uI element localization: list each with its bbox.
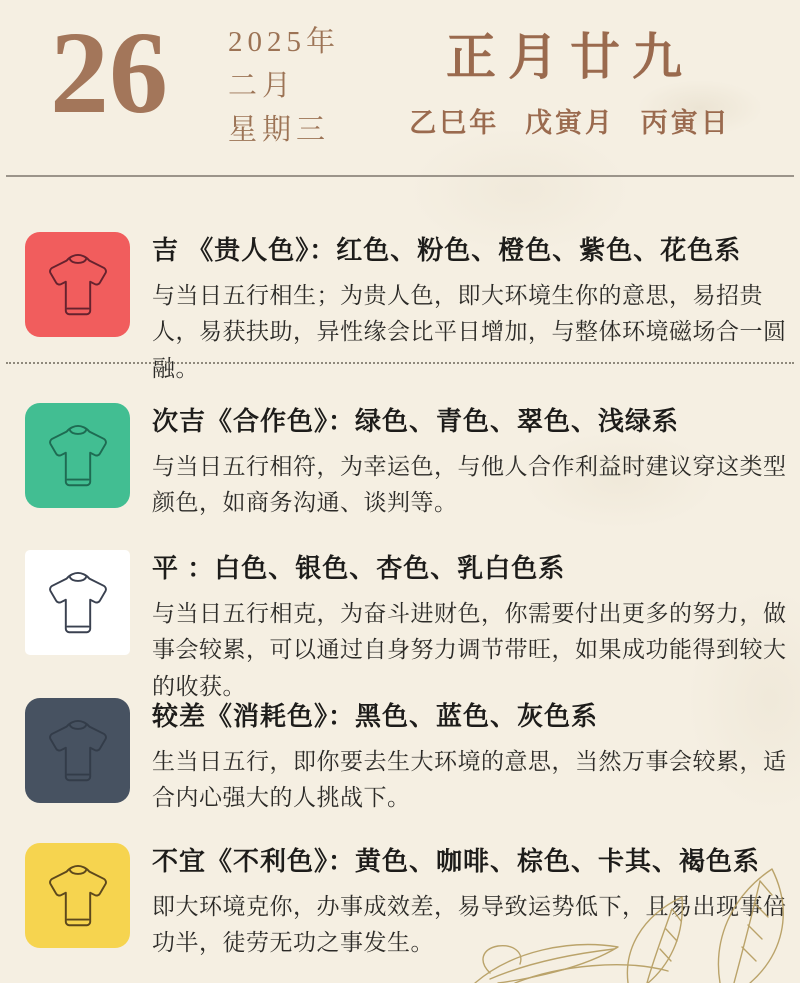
calendar-header [0, 0, 800, 176]
tshirt-tile-yellow [25, 843, 130, 948]
month-label: 二月 [228, 70, 297, 102]
day-number: 26 [50, 7, 168, 138]
section-title: 较差《消耗色》：黑色、蓝色、灰色系 [152, 701, 599, 731]
tshirt-icon [39, 857, 117, 935]
year-label: 2025年 [228, 26, 341, 58]
ganzhi-date: 乙巳年 戊寅月 丙寅日 [409, 108, 731, 138]
section-title: 平 ：白色、银色、杏色、乳白色系 [152, 553, 566, 583]
section-body: 与当日五行相克，为奋斗进财色，你需要付出更多的努力，做事会较累，可以通过自身努力调节带旺，如果成功能得到较大的收获。 [152, 599, 787, 700]
section-title: 吉 《贵人色》：红色、粉色、橙色、紫色、花色系 [152, 235, 742, 265]
section-body: 与当日五行相生；为贵人色，即大环境生你的意思，易招贵人，易获扶助，异性缘会比平日增加，与整体环境磁场合一圆融。 [152, 281, 787, 382]
tshirt-icon [39, 417, 117, 495]
tshirt-icon [39, 246, 117, 324]
weekday-label: 星期三 [228, 114, 331, 146]
tshirt-tile-dark [25, 698, 130, 803]
header-divider [6, 175, 794, 177]
leaf-decoration-icon [420, 855, 800, 983]
section-texts [152, 550, 795, 705]
tshirt-tile-green [25, 403, 130, 508]
date-column [228, 28, 340, 160]
section-body: 与当日五行相符，为幸运色，与他人合作利益时建议穿这类型颜色，如商务沟通、谈判等。 [152, 452, 787, 516]
color-section-secondary [25, 403, 795, 521]
color-section-neutral [25, 550, 795, 705]
section-body: 生当日五行，即你要去生大环境的意思，当然万事会较累，适合内心强大的人挑战下。 [152, 747, 787, 811]
section-body: 即大环境克你，办事成效差，易导致运势低下，且易出现事倍功半，徒劳无功之事发生。 [152, 892, 787, 956]
lunar-column [390, 30, 750, 140]
section-title: 不宜《不利色》：黄色、咖啡、棕色、卡其、褐色系 [152, 846, 761, 876]
lunar-date: 正月廿九 [446, 29, 694, 85]
tshirt-icon [39, 564, 117, 642]
section-title: 次吉《合作色》：绿色、青色、翠色、浅绿系 [152, 406, 680, 436]
tshirt-tile-red [25, 232, 130, 337]
section-texts [152, 403, 795, 521]
tshirt-tile-white [25, 550, 130, 655]
color-section-poor [25, 698, 795, 816]
tshirt-icon [39, 712, 117, 790]
section-texts [152, 698, 795, 816]
dotted-divider [6, 362, 794, 364]
